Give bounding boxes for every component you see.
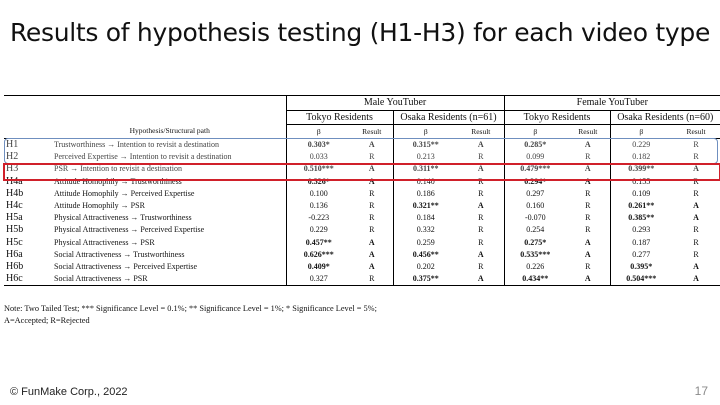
- beta-value: 0.326*: [286, 176, 351, 188]
- beta-value: 0.315**: [393, 139, 458, 152]
- beta-value: 0.259: [393, 237, 458, 249]
- header-blank: [4, 96, 54, 111]
- beta-value: 0.311**: [393, 163, 458, 175]
- header-result: Result: [458, 125, 504, 139]
- beta-value: -0.070: [504, 212, 566, 224]
- result-value: A: [584, 140, 591, 150]
- hypothesis-id: H6c: [4, 273, 54, 286]
- hypothesis-id: H6a: [6, 248, 23, 260]
- result-value: A: [477, 164, 484, 174]
- table-row: [4, 261, 720, 273]
- structural-path: Social Attractiveness → Perceived Expertise: [54, 261, 198, 271]
- result-value: A: [693, 164, 699, 174]
- hypothesis-id: H5c: [6, 236, 23, 248]
- result-value: A: [368, 164, 375, 174]
- header-female-osaka: Osaka Residents (n=60): [610, 111, 720, 125]
- result-value: A: [693, 213, 699, 223]
- header-blank: [54, 111, 286, 125]
- hypothesis-id: H5a: [6, 212, 23, 224]
- beta-value: 0.254: [504, 224, 566, 236]
- result-value: R: [585, 261, 591, 271]
- beta-value: 0.136: [286, 200, 351, 212]
- header-row-columns: [4, 125, 720, 139]
- result-value: R: [478, 213, 484, 223]
- header-row-residents: [4, 111, 720, 125]
- structural-path: Physical Attractiveness → Perceived Expertise: [54, 225, 205, 235]
- table-note: [4, 303, 716, 326]
- hypothesis-id: H4c: [6, 200, 23, 212]
- result-value: R: [693, 249, 699, 259]
- hypothesis-id: H1: [6, 139, 19, 151]
- result-value: R: [478, 237, 484, 247]
- table-row: [4, 212, 720, 224]
- beta-value: 0.375**: [393, 273, 458, 286]
- result-value: A: [693, 201, 699, 211]
- result-value: A: [584, 164, 591, 174]
- beta-value: 0.229: [286, 224, 351, 236]
- header-beta: β: [504, 125, 566, 139]
- beta-value: 0.399**: [610, 163, 672, 175]
- beta-value: 0.275*: [504, 237, 566, 249]
- result-value: R: [369, 152, 375, 162]
- beta-value: 0.385**: [610, 212, 672, 224]
- beta-value: 0.303*: [286, 139, 351, 152]
- beta-value: 0.213: [393, 151, 458, 163]
- result-value: R: [585, 213, 591, 223]
- header-beta: β: [610, 125, 672, 139]
- structural-path: Social Attractiveness → Trustworthiness: [54, 249, 185, 259]
- beta-value: 0.395*: [610, 261, 672, 273]
- header-male-tokyo: Tokyo Residents: [286, 111, 393, 125]
- beta-value: 0.293: [610, 224, 672, 236]
- header-blank: [4, 111, 54, 125]
- header-blank: [54, 96, 286, 111]
- beta-value: 0.277: [610, 249, 672, 261]
- beta-value: 0.332: [393, 224, 458, 236]
- result-value: R: [478, 225, 484, 235]
- table-row: [4, 163, 720, 175]
- header-male-youtuber: Male YouTuber: [286, 96, 504, 111]
- beta-value: 0.479***: [504, 163, 566, 175]
- beta-value: 0.140: [393, 176, 458, 188]
- table-row: [4, 151, 720, 163]
- header-male-osaka: Osaka Residents (n=61): [393, 111, 504, 125]
- beta-value: 0.160: [504, 200, 566, 212]
- result-value: A: [584, 249, 591, 259]
- result-value: R: [693, 140, 699, 150]
- table-row: [4, 188, 720, 200]
- result-value: R: [585, 225, 591, 235]
- beta-value: 0.294*: [504, 176, 566, 188]
- beta-value: 0.321**: [393, 200, 458, 212]
- note-legend: A=Accepted; R=Rejected: [4, 315, 90, 325]
- result-value: R: [369, 201, 375, 211]
- hypothesis-id: H2: [6, 151, 19, 163]
- result-value: R: [693, 176, 699, 186]
- table-row: [4, 249, 720, 261]
- result-value: R: [478, 176, 484, 186]
- page-number: 17: [694, 384, 708, 398]
- result-value: A: [566, 273, 610, 286]
- beta-value: 0.226: [504, 261, 566, 273]
- structural-path: Physical Attractiveness → PSR: [54, 237, 155, 247]
- beta-value: 0.504***: [610, 273, 672, 286]
- result-value: R: [478, 261, 484, 271]
- beta-value: -0.223: [286, 212, 351, 224]
- hypothesis-id: H6b: [6, 260, 24, 272]
- result-value: R: [478, 152, 484, 162]
- structural-path: Trustworthiness → Intention to revisit a destination: [54, 140, 220, 150]
- result-value: R: [369, 213, 375, 223]
- header-result: Result: [672, 125, 720, 139]
- beta-value: 0.456**: [393, 249, 458, 261]
- header-result: Result: [566, 125, 610, 139]
- header-row-groups: [4, 96, 720, 111]
- results-table-container: [4, 95, 720, 286]
- beta-value: 0.327: [286, 273, 351, 286]
- beta-value: 0.155: [610, 176, 672, 188]
- table-row: [4, 176, 720, 188]
- header-female-tokyo: Tokyo Residents: [504, 111, 610, 125]
- result-value: A: [477, 249, 484, 259]
- beta-value: 0.033: [286, 151, 351, 163]
- beta-value: 0.457**: [286, 237, 351, 249]
- result-value: R: [351, 273, 393, 286]
- structural-path: PSR → Intention to revisit a destination: [54, 164, 182, 174]
- beta-value: 0.434**: [504, 273, 566, 286]
- hypothesis-id: H4a: [6, 175, 23, 187]
- beta-value: 0.184: [393, 212, 458, 224]
- beta-value: 0.182: [610, 151, 672, 163]
- header-result: Result: [351, 125, 393, 139]
- table-row: [4, 200, 720, 212]
- structural-path: Attitude Homophily → PSR: [54, 201, 145, 211]
- beta-value: 0.510***: [286, 163, 351, 175]
- table-row: [4, 139, 720, 152]
- result-value: R: [478, 188, 484, 198]
- result-value: A: [368, 261, 375, 271]
- result-value: A: [584, 176, 591, 186]
- table-row: [4, 224, 720, 236]
- hypothesis-id: H4b: [6, 187, 24, 199]
- header-beta: β: [286, 125, 351, 139]
- header-path: Hypothesis/Structural path: [54, 125, 286, 139]
- result-value: A: [672, 273, 720, 286]
- result-value: A: [368, 140, 375, 150]
- result-value: A: [584, 237, 591, 247]
- result-value: R: [585, 201, 591, 211]
- result-value: R: [693, 188, 699, 198]
- result-value: R: [693, 152, 699, 162]
- beta-value: 0.187: [610, 237, 672, 249]
- beta-value: 0.100: [286, 188, 351, 200]
- result-value: R: [585, 152, 591, 162]
- slide-title: Results of hypothesis testing (H1-H3) for each video type: [9, 18, 711, 47]
- structural-path: Physical Attractiveness → Trustworthiness: [54, 213, 192, 223]
- structural-path: Social Attractiveness → PSR: [54, 273, 286, 286]
- beta-value: 0.229: [610, 139, 672, 152]
- results-table-body: [4, 96, 720, 286]
- beta-value: 0.626***: [286, 249, 351, 261]
- result-value: A: [477, 201, 484, 211]
- beta-value: 0.202: [393, 261, 458, 273]
- result-value: R: [369, 188, 375, 198]
- beta-value: 0.099: [504, 151, 566, 163]
- result-value: A: [368, 176, 375, 186]
- beta-value: 0.297: [504, 188, 566, 200]
- result-value: A: [368, 249, 375, 259]
- hypothesis-id: H3: [6, 163, 19, 175]
- result-value: R: [369, 225, 375, 235]
- result-value: R: [693, 237, 699, 247]
- result-value: A: [458, 273, 504, 286]
- beta-value: 0.535***: [504, 249, 566, 261]
- beta-value: 0.261**: [610, 200, 672, 212]
- header-beta: β: [393, 125, 458, 139]
- table-row: [4, 237, 720, 249]
- structural-path: Attitude Homophily → Trustworthiness: [54, 176, 182, 186]
- result-value: A: [693, 261, 699, 271]
- footer-copyright: © FunMake Corp., 2022: [10, 386, 128, 398]
- table-row: [4, 273, 720, 286]
- structural-path: Attitude Homophily → Perceived Expertise: [54, 188, 195, 198]
- structural-path: Perceived Expertise → Intention to revisit a destination: [54, 152, 232, 162]
- beta-value: 0.285*: [504, 139, 566, 152]
- header-blank: [4, 125, 54, 139]
- results-table: [4, 95, 720, 286]
- note-significance: Note: Two Tailed Test; *** Significance Level = 0.1%; ** Significance Level = 1%; * Significance Level = 5%;: [4, 304, 377, 313]
- result-value: R: [693, 225, 699, 235]
- result-value: A: [368, 237, 375, 247]
- result-value: A: [477, 140, 484, 150]
- beta-value: 0.186: [393, 188, 458, 200]
- header-female-youtuber: Female YouTuber: [504, 96, 720, 111]
- hypothesis-id: H5b: [6, 224, 24, 236]
- beta-value: 0.109: [610, 188, 672, 200]
- beta-value: 0.409*: [286, 261, 351, 273]
- result-value: R: [585, 188, 591, 198]
